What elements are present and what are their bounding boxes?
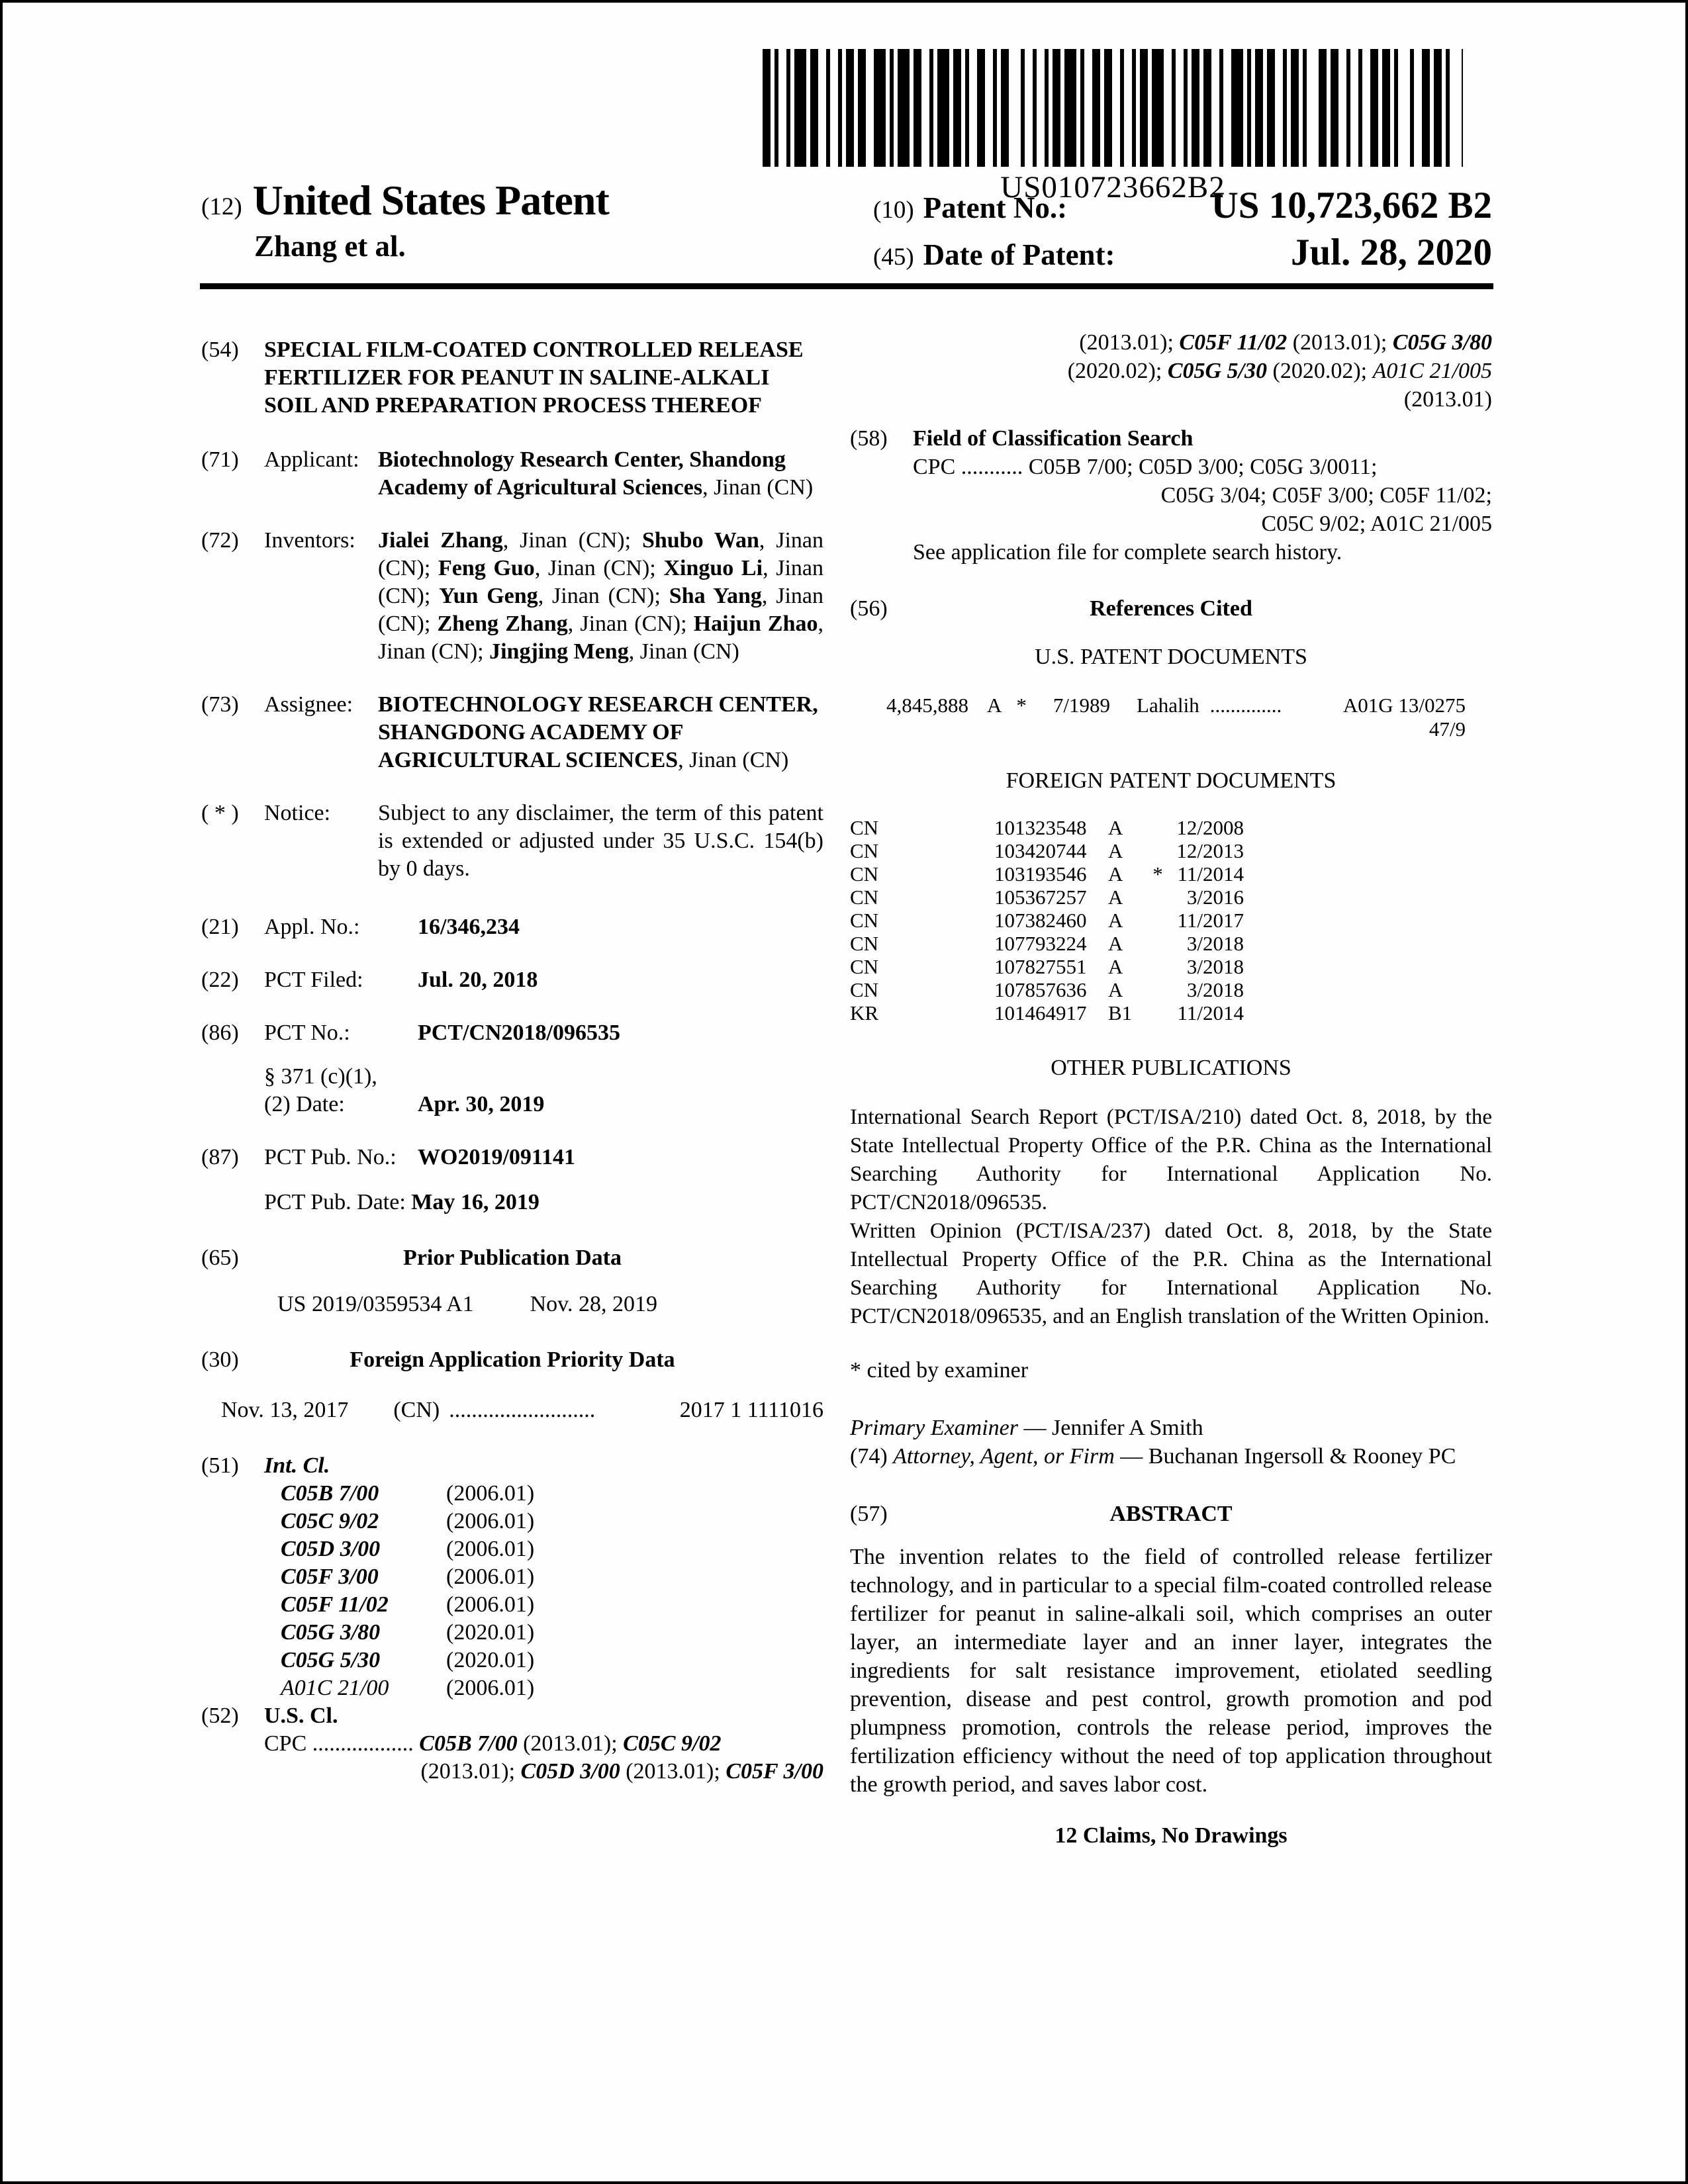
section-71-applicant [201,446,823,502]
appl-no-label: Appl. No.: [264,915,360,939]
us-doc-star: * [1016,694,1027,717]
section-56-references [850,594,1492,1024]
abstract-heading: ABSTRACT [1109,1502,1233,1526]
fdoc-kind: A [1108,909,1123,932]
prior-publication-heading: Prior Publication Data [403,1246,622,1270]
us-doc-name: Lahalih [1137,694,1199,717]
fdoc-number: 103193546 [994,862,1087,886]
int-cl-date: (2006.01) [446,1537,535,1561]
fdoc-star [1145,955,1171,978]
pct-filed-label: PCT Filed: [264,968,363,992]
foreign-doc-row [850,909,1492,932]
foreign-priority-entry [201,1396,823,1424]
section-num: (54) [201,338,239,362]
cpc-cont-line: (2020.02); C05G 5/30 (2020.02); A01C 21/005 [1067,359,1492,383]
fdoc-kind: A [1108,839,1123,862]
fdoc-kind: A [1108,978,1123,1001]
section-72-inventors [201,527,823,666]
fdoc-date: 3/2016 [1186,886,1244,909]
int-cl-date: (2006.01) [446,1676,535,1700]
other-publications [850,1054,1492,1331]
int-cl-row [201,1535,823,1563]
section-86-pct-no [201,1019,823,1118]
fdoc-kind: A [1108,862,1123,886]
int-cl-row [201,1674,823,1702]
fdoc-date: 3/2018 [1186,932,1244,955]
fdoc-date: 3/2018 [1186,978,1244,1001]
fdoc-kind: A [1108,816,1123,839]
fdoc-star [1145,978,1171,1001]
fdoc-kind: B1 [1108,1001,1133,1024]
header-right [873,185,1492,279]
pct-371-date-label: (2) Date: [264,1092,345,1116]
section-87-pct-pub [201,1144,823,1216]
fdoc-number: 107382460 [994,909,1087,932]
inventors-value: Jialei Zhang, Jinan (CN); Shubo Wan, Jinan (CN); Feng Guo, Jinan (CN); Xinguo Li, Jinan (CN); Yun Geng, Jinan (CN); Sha Yang, Jinan (CN); Zheng Zhang, Jinan (CN); Haijun Zhao, Jinan (CN); Jingjing Meng, Jinan (CN) [378,528,824,664]
fdoc-number: 107857636 [994,978,1087,1001]
section-num: (71) [201,447,239,472]
inventor-short-name: Zhang et al. [254,230,406,263]
cpc-cont-line: (2013.01); C05F 11/02 (2013.01); C05G 3/80 [1079,330,1492,355]
section-22-pct-filed [201,966,823,994]
foreign-docs-heading: FOREIGN PATENT DOCUMENTS [1006,768,1336,793]
fdoc-country: CN [850,839,879,862]
cited-by-examiner-note: * cited by examiner [850,1358,1029,1383]
applicant-value: Biotechnology Research Center, Shandong Academy of Agricultural Sciences, Jinan (CN) [378,447,814,500]
section-65-prior-publication [201,1244,823,1318]
section-num: (56) [850,596,888,621]
fdoc-country: CN [850,932,879,955]
int-cl-code: C05G 3/80 [281,1620,381,1645]
pct-no-label: PCT No.: [264,1021,350,1045]
fdoc-star [1145,1001,1171,1024]
pct-pub-date-value: May 16, 2019 [411,1190,539,1214]
int-cl-row [201,1508,823,1535]
prior-pub-doc: US 2019/0359534 A1 [277,1292,474,1316]
us-cl-cpc-line: (2013.01); C05D 3/00 (2013.01); C05F 3/00 [420,1759,823,1784]
fdoc-number: 107793224 [994,932,1087,955]
fdoc-number: 107827551 [994,955,1087,978]
patent-no-label: Patent No.: [923,191,1068,224]
section-num: (51) [201,1453,239,1478]
field-search-heading: Field of Classification Search [913,426,1194,451]
barcode-text: US010723662B2 [1000,170,1225,205]
section-num: (30) [201,1347,239,1372]
section-21-appl-no [201,913,823,941]
section-num: (58) [850,426,888,451]
pct-pub-no-label: PCT Pub. No.: [264,1145,397,1169]
patent-no-value: US 10,723,662 B2 [1211,185,1492,226]
fdoc-number: 101464917 [994,1001,1087,1024]
abstract-text: The invention relates to the field of controlled release fertilizer technology, and in particular to a special film-coated controlled release fertilizer for peanut in saline-alkali soil, which comprises an outer layer, an intermediate layer and an inner layer, integrates the ingredients for salt resistance improvement, etiolated seedling prevention, disease and pest control, growth promotion and pod plumpness promotion, controls the release period, improves the fertilization efficiency without the need of top application throughout the growth period, and saves labor cost. [850,1545,1492,1797]
us-doc-number: 4,845,888 [886,694,968,717]
pct-no-value: PCT/CN2018/096535 [418,1021,620,1045]
field-search-note: See application file for complete search history. [913,540,1342,565]
section-num: (87) [201,1145,239,1169]
prior-pub-date: Nov. 28, 2019 [530,1292,657,1316]
barcode-bars-icon [763,49,1463,167]
pct-371-date-value: Apr. 30, 2019 [418,1092,545,1116]
int-cl-date: (2006.01) [446,1509,535,1533]
fdoc-date: 11/2014 [1177,1001,1244,1024]
assignee-label: Assignee: [264,692,353,717]
fdoc-date: 12/2013 [1176,839,1244,862]
int-cl-heading: Int. Cl. [264,1453,330,1478]
pct-371-clause: § 371 (c)(1), [264,1064,377,1089]
section-54-title [201,336,823,420]
left-column [201,326,823,1786]
barcode [763,49,1463,205]
section-num: ( * ) [201,801,239,825]
header-divider [200,283,1493,289]
pct-pub-no-value: WO2019/091141 [418,1145,576,1169]
fdoc-country: CN [850,978,879,1001]
pct-filed-value: Jul. 20, 2018 [418,968,538,992]
pct-pub-date-label: PCT Pub. Date: [264,1190,406,1214]
claims-drawings-note: 12 Claims, No Drawings [1055,1823,1288,1848]
inventors-label: Inventors: [264,528,355,553]
field-search-cpc: C05G 3/04; C05F 3/00; C05F 11/02; [1160,483,1492,508]
date-of-patent-value: Jul. 28, 2020 [1290,232,1492,273]
appl-no-value: 16/346,234 [418,915,520,939]
us-doc-class2: 47/9 [1429,717,1466,741]
fdoc-number: 101323548 [994,816,1087,839]
section-58-field-search [850,424,1492,567]
section-num: (52) [201,1704,239,1728]
section-73-assignee [201,691,823,774]
primary-examiner-line: Primary Examiner — Jennifer A Smith [850,1416,1203,1440]
section-num: (22) [201,968,239,992]
notice-label: Notice: [264,801,331,825]
fdoc-country: CN [850,886,879,909]
other-pubs-heading: OTHER PUBLICATIONS [1051,1056,1291,1080]
priority-country: (CN) [393,1398,440,1422]
foreign-doc-row [850,955,1492,978]
foreign-doc-row [850,862,1492,886]
fdoc-star [1145,909,1171,932]
field-num-45: (45) [873,244,914,271]
section-57-abstract [850,1500,1492,1799]
us-doc-kind: A [987,694,1002,717]
us-doc-date: 7/1989 [1053,694,1111,717]
foreign-doc-row [850,839,1492,862]
foreign-doc-row [850,886,1492,909]
int-cl-code: C05D 3/00 [281,1537,381,1561]
fdoc-kind: A [1108,932,1123,955]
references-heading: References Cited [1090,596,1252,621]
other-pubs-paragraph: International Search Report (PCT/ISA/210) dated Oct. 8, 2018, by the State Intellectual Property Office of the P.R. China as the International Searching Authority for International Application No. PCT/CN2018/096535. [850,1105,1492,1214]
section-num: (57) [850,1502,888,1526]
foreign-priority-heading: Foreign Application Priority Data [350,1347,675,1372]
int-cl-row [201,1647,823,1674]
int-cl-code: C05C 9/02 [281,1509,379,1533]
notice-text: Subject to any disclaimer, the term of this patent is extended or adjusted under 35 U.S.C. 154(b) by 0 days. [378,801,823,881]
section-num: (86) [201,1021,239,1045]
fdoc-star [1145,932,1171,955]
int-cl-row [201,1563,823,1591]
us-patent-doc-row [850,694,1492,717]
section-num: (21) [201,915,239,939]
fdoc-date: 11/2014 [1177,862,1244,886]
fdoc-country: KR [850,1001,879,1024]
fdoc-date: 12/2008 [1176,816,1244,839]
dot-leader: .......................... [449,1398,596,1422]
us-patent-docs-heading: U.S. PATENT DOCUMENTS [1035,645,1307,669]
foreign-doc-row [850,932,1492,955]
prior-publication-entry [201,1291,823,1318]
fdoc-star: * [1152,862,1163,886]
fdoc-star [1145,839,1171,862]
section-num: (73) [201,692,239,717]
kind-code-12: (12) [201,193,242,220]
fdoc-kind: A [1108,886,1123,909]
field-num-10: (10) [873,197,914,224]
foreign-doc-row [850,1001,1492,1024]
int-cl-code: A01C 21/00 [281,1676,389,1700]
section-notice [201,799,823,883]
priority-date: Nov. 13, 2017 [221,1398,349,1422]
int-cl-row [201,1619,823,1647]
int-cl-code: C05F 11/02 [281,1592,389,1617]
fdoc-number: 105367257 [994,886,1087,909]
int-cl-date: (2020.01) [446,1648,535,1672]
int-cl-date: (2020.01) [446,1620,535,1645]
int-cl-date: (2006.01) [446,1592,535,1617]
invention-title: SPECIAL FILM-COATED CONTROLLED RELEASE FERTILIZER FOR PEANUT IN SALINE-ALKALI SOIL AND PREPARATION PROCESS THEREOF [264,338,804,418]
right-column [850,328,1492,1850]
field-search-cpc: C05C 9/02; A01C 21/005 [1261,512,1492,536]
section-30-foreign-priority [201,1346,823,1424]
fdoc-number: 103420744 [994,839,1087,862]
int-cl-date: (2006.01) [446,1481,535,1506]
other-pubs-paragraph: Written Opinion (PCT/ISA/237) dated Oct. 8, 2018, by the State Intellectual Property Office of the P.R. China as the International Searching Authority for International Application No. PCT/CN2018/096535, and an English translation of the Written Opinion. [850,1219,1492,1328]
section-52-us-cl [201,1702,823,1786]
us-doc-class: A01G 13/0275 [1342,694,1466,717]
fdoc-star [1145,816,1171,839]
attorney-line: (74) Attorney, Agent, or Firm — Buchanan Ingersoll & Rooney PC [850,1444,1456,1469]
foreign-doc-row [850,816,1492,839]
section-num: (72) [201,528,239,553]
section-51-int-cl [201,1452,823,1702]
fdoc-date: 11/2017 [1177,909,1244,932]
int-cl-row [201,1591,823,1619]
us-cl-cpc-line: CPC .................. C05B 7/00 (2013.01); C05C 9/02 [264,1731,722,1756]
document-type-title: United States Patent [252,177,609,224]
cpc-cont-line: (2013.01) [1403,387,1492,412]
date-of-patent-label: Date of Patent: [923,238,1115,271]
cpc-continuation [850,328,1492,414]
fdoc-country: CN [850,955,879,978]
fdoc-kind: A [1108,955,1123,978]
int-cl-code: C05G 5/30 [281,1648,381,1672]
section-num: (65) [201,1246,239,1270]
foreign-doc-row [850,978,1492,1001]
int-cl-code: C05F 3/00 [281,1565,379,1589]
int-cl-row [201,1480,823,1508]
fdoc-date: 3/2018 [1186,955,1244,978]
assignee-value: BIOTECHNOLOGY RESEARCH CENTER, SHANGDONG ACADEMY OF AGRICULTURAL SCIENCES, Jinan (CN) [378,692,818,772]
fdoc-country: CN [850,816,879,839]
field-search-cpc: CPC ........... C05B 7/00; C05D 3/00; C05G 3/0011; [913,455,1378,479]
header-left [201,176,609,263]
us-cl-heading: U.S. Cl. [264,1704,338,1728]
int-cl-date: (2006.01) [446,1565,535,1589]
int-cl-code: C05B 7/00 [281,1481,379,1506]
fdoc-country: CN [850,909,879,932]
foreign-docs-table [850,816,1492,1024]
fdoc-country: CN [850,862,879,886]
priority-number: 2017 1 1111016 [679,1398,823,1422]
dot-leader: .............. [1209,694,1282,717]
fdoc-star [1145,886,1171,909]
applicant-label: Applicant: [264,447,359,472]
